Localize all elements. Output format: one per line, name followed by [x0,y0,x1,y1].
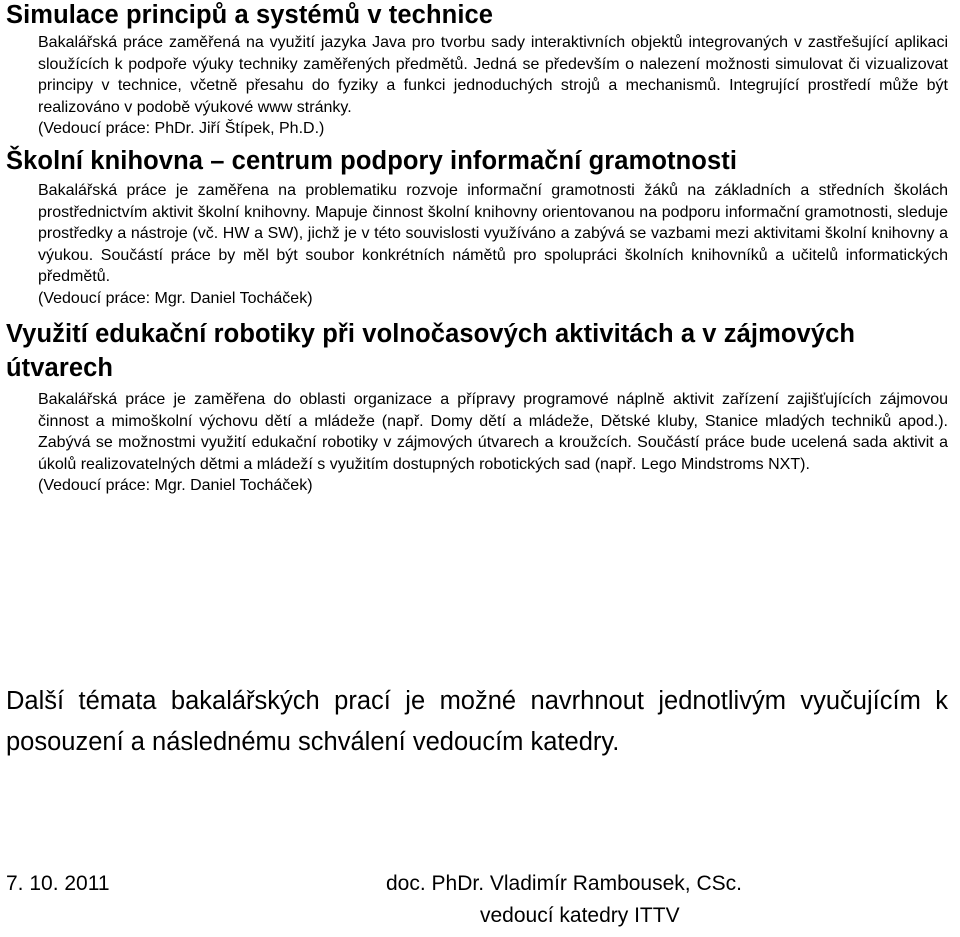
thesis-topic-2 [6,146,956,310]
topic-title: Využití edukační robotiky při volnočasových aktivitách a v zájmových útvarech [6,320,856,382]
thesis-topic-3 [6,317,956,497]
topic-title: Simulace principů a systémů v technice [6,1,494,29]
topic-body [38,32,948,140]
topic-body [38,389,948,497]
topic-body [38,180,948,310]
topic-supervisor: (Vedoucí práce: PhDr. Jiří Štípek, Ph.D.) [38,120,325,138]
topic-description: Bakalářská práce je zaměřena do oblasti organizace a přípravy programové náplně aktivit zařízení zajišťujících zájmovou činnost a mimoškolní výchovu dětí a mládeže (např. Domy dětí a mládeže, Dětské kluby, Stanice mladých techniků apod.). Zabývá se možnostmi využití edukační robotiky v zájmových útvarech a kroužcích. Součástí práce bude ucelená sada aktivit a úkolů realizovatelných dětmi a mládeží s využitím dostupných robotických sad (např. Lego Mindstroms NXT). [38,391,948,473]
thesis-topic-1 [6,0,956,140]
topic-description: Bakalářská práce zaměřená na využití jazyka Java pro tvorbu sady interaktivních objektů integrovaných v zastřešující aplikaci sloužících k podpoře výuky techniky zaměřených předmětů. Jedná se především o nalezení možnosti simulovat či vizualizovat principy v technice, včetně přesahu do fyziky a funkci jednoduchých strojů a mechanismů. Integrující prostředí může být realizováno v podobě výukové www stránky. [38,34,948,116]
topic-supervisor: (Vedoucí práce: Mgr. Daniel Tocháček) [38,289,313,307]
signatory-name: doc. PhDr. Vladimír Rambousek, CSc. [386,872,742,895]
topic-title: Školní knihovna – centrum podpory informační gramotnosti [6,147,738,175]
signatory-role: vedoucí katedry ITTV [480,904,680,927]
closing-note: Další témata bakalářských prací je možné navrhnout jednotlivým vyučujícím k posouzení a následnému schválení vedoucím katedry. [6,687,948,756]
topic-supervisor: (Vedoucí práce: Mgr. Daniel Tocháček) [38,477,313,495]
topic-description: Bakalářská práce je zaměřena na problematiku rozvoje informační gramotnosti žáků na základních a středních školách prostřednictvím aktivit školní knihovny. Mapuje činnost školní knihovny orientovanou na podporu informační gramotnosti, sleduje prostředky a nástroje (vč. HW a SW), jichž je v této souvislosti využíváno a zabývá se vazbami mezi aktivitami školní knihovny a výukou. Součástí práce by měl být soubor konkrétních námětů pro spolupráci školních knihovníků a učitelů informatických předmětů. [38,182,948,286]
footer-date: 7. 10. 2011 [6,872,110,895]
